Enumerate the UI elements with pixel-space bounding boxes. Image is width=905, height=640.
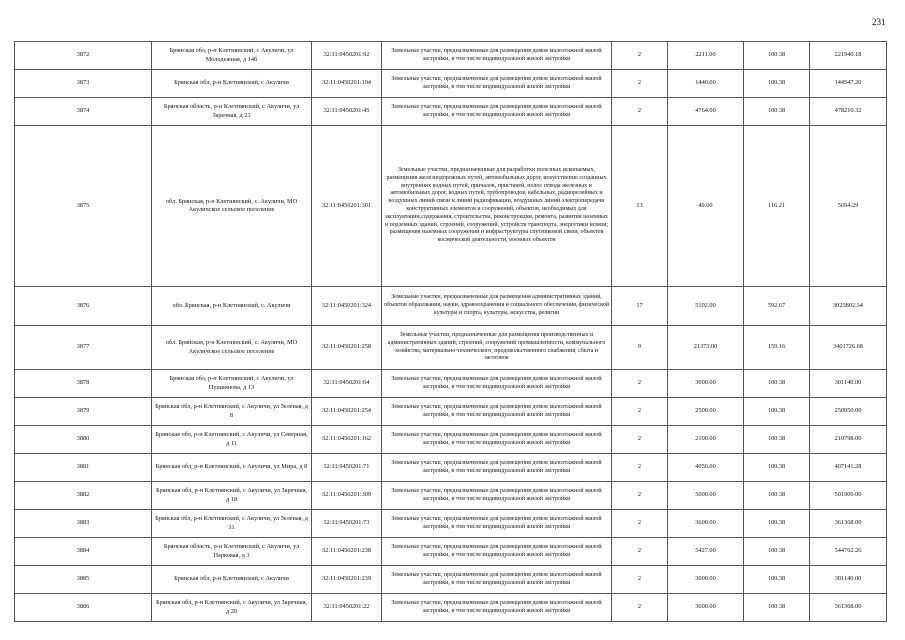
cadastral-number-cell: 32:11:0450201:22 bbox=[312, 594, 382, 622]
group-cell: 2 bbox=[612, 566, 668, 594]
group-cell: 2 bbox=[612, 426, 668, 454]
unit-value-cell: 100.38 bbox=[744, 42, 810, 70]
cadastral-value-cell: 221940.18 bbox=[810, 42, 887, 70]
cadastral-value-cell: 5694.29 bbox=[810, 126, 887, 287]
area-cell: 5102.00 bbox=[668, 287, 744, 326]
row-number: 3886 bbox=[15, 594, 152, 622]
cadastral-number-cell: 32:11:0450201:254 bbox=[312, 398, 382, 426]
unit-value-cell: 100.38 bbox=[744, 426, 810, 454]
table-row bbox=[15, 98, 887, 126]
unit-value-cell: 100.38 bbox=[744, 566, 810, 594]
table-row bbox=[15, 126, 887, 287]
cadastral-number-cell: 32:11:0450201:45 bbox=[312, 98, 382, 126]
land-use-cell: Земельные участки, предназначенные для размещения домов малоэтажной жилой застройки, в том числе индивидуальной жилой застройки bbox=[382, 510, 612, 538]
row-number: 3875 bbox=[15, 126, 152, 287]
table-row bbox=[15, 482, 887, 510]
row-number: 3880 bbox=[15, 426, 152, 454]
unit-value-cell: 100.38 bbox=[744, 370, 810, 398]
address-cell: Брянская обл, р-н Клетнянский, с Акуличи, ул Мира, д 8 bbox=[152, 454, 312, 482]
table-row bbox=[15, 594, 887, 622]
area-cell: 21373.00 bbox=[668, 326, 744, 370]
table-row bbox=[15, 510, 887, 538]
area-cell: 3000.00 bbox=[668, 566, 744, 594]
area-cell: 3000.00 bbox=[668, 370, 744, 398]
cadastral-value-cell: 3023802.34 bbox=[810, 287, 887, 326]
table-row bbox=[15, 70, 887, 98]
group-cell: 2 bbox=[612, 370, 668, 398]
cadastral-number-cell: 32:11:0450201:324 bbox=[312, 287, 382, 326]
area-cell: 5000.00 bbox=[668, 482, 744, 510]
address-cell: Брянская обл, р-н Клетнянский, с Акуличи bbox=[152, 70, 312, 98]
cadastral-value-cell: 3401726.68 bbox=[810, 326, 887, 370]
address-cell: Брянская обл, р-н Клетнянский, с Акуличи, ул Молодежная, д 14б bbox=[152, 42, 312, 70]
table-row bbox=[15, 566, 887, 594]
unit-value-cell: 100.38 bbox=[744, 594, 810, 622]
area-cell: 2211.00 bbox=[668, 42, 744, 70]
group-cell: 9 bbox=[612, 326, 668, 370]
cadastral-number-cell: 32:11:0450201:309 bbox=[312, 482, 382, 510]
cadastral-number-cell: 32:11:0450201:71 bbox=[312, 454, 382, 482]
table-row bbox=[15, 454, 887, 482]
table-row bbox=[15, 326, 887, 370]
cadastral-value-cell: 210798.00 bbox=[810, 426, 887, 454]
land-use-cell: Земельные участки, предназначенные для разработки полезных ископаемых, размещения железнодорожных путей, автомобильных дорог, искусственно созданных внутренних водных путей, причалов, пристаней, полос отвода железных и автомобильных дорог, водных путей, трубопроводов, кабельных, радиорелейных и воздушных линий связи и линий радиофикации, воздушных линий электропередачи конструктивных элементов и сооружений, объектов, необходимых для эксплуатации,содержания, строительства, реконструкции, ремонта, развития наземных и подземных зданий, строений, сооружений, устройств транспорта, энергетики исвязи; размещения наземных сооружений и инфраструктуры спутниковой связи, объектов космической деятельности, военных объектов bbox=[382, 126, 612, 287]
unit-value-cell: 592.67 bbox=[744, 287, 810, 326]
address-cell: обл. Брянская, р-н Клетнянский, с. Акуличи bbox=[152, 287, 312, 326]
area-cell: 3600.00 bbox=[668, 510, 744, 538]
cadastral-number-cell: 32:11:0450201:64 bbox=[312, 370, 382, 398]
table-row bbox=[15, 42, 887, 70]
cadastral-value-cell: 250950.00 bbox=[810, 398, 887, 426]
cadastral-number-cell: 32:11:0450201:73 bbox=[312, 510, 382, 538]
land-use-cell: Земельные участки, предназначенные для размещения домов малоэтажной жилой застройки, в том числе индивидуальной жилой застройки bbox=[382, 398, 612, 426]
address-cell: Брянская область, р-н Клетнянский, с Акуличи, ул Заречная, д 23 bbox=[152, 98, 312, 126]
cadastral-number-cell: 32:11:0450201:239 bbox=[312, 566, 382, 594]
row-number: 3885 bbox=[15, 566, 152, 594]
row-number: 3877 bbox=[15, 326, 152, 370]
table-row bbox=[15, 398, 887, 426]
land-use-cell: Земельные участки, предназначенные для размещения домов малоэтажной жилой застройки, в том числе индивидуальной жилой застройки bbox=[382, 566, 612, 594]
cadastral-value-table bbox=[14, 41, 886, 622]
cadastral-value-cell: 544762.26 bbox=[810, 538, 887, 566]
unit-value-cell: 100.38 bbox=[744, 70, 810, 98]
address-cell: обл. Брянская, р-н Клетнянский, с. Акуличи, МО Акуличское сельское поселение bbox=[152, 326, 312, 370]
address-cell: Брянская обл, р-н Клетнянский, с Акуличи, ул Заречная, д 18 bbox=[152, 482, 312, 510]
land-use-cell: Земельные участки, предназначенные для размещения домов малоэтажной жилой застройки, в том числе индивидуальной жилой застройки bbox=[382, 454, 612, 482]
area-cell: 2500.00 bbox=[668, 398, 744, 426]
area-cell: 5427.00 bbox=[668, 538, 744, 566]
unit-value-cell: 100.38 bbox=[744, 98, 810, 126]
group-cell: 2 bbox=[612, 454, 668, 482]
cadastral-number-cell: 32:11:0450201:162 bbox=[312, 426, 382, 454]
cadastral-value-cell: 407141.28 bbox=[810, 454, 887, 482]
cadastral-number-cell: 32:11:0450201:301 bbox=[312, 126, 382, 287]
address-cell: Брянская обл, р-н Клетнянский, с Акуличи, ул Зеленая, д 8 bbox=[152, 398, 312, 426]
address-cell: обл. Брянская, р-н Клетнянский, с. Акуличи, МО Акуличское сельское поселение bbox=[152, 126, 312, 287]
page-number: 231 bbox=[872, 17, 886, 27]
cadastral-number-cell: 32:11:0450201:258 bbox=[312, 326, 382, 370]
unit-value-cell: 100.38 bbox=[744, 482, 810, 510]
unit-value-cell: 100.38 bbox=[744, 398, 810, 426]
land-use-cell: Земельные участки, предназначенные для размещения домов малоэтажной жилой застройки, в том числе индивидуальной жилой застройки bbox=[382, 482, 612, 510]
area-cell: 49.00 bbox=[668, 126, 744, 287]
address-cell: Брянская обл, р-н Клетнянский, с Акуличи, ул Пушкинова, д 13 bbox=[152, 370, 312, 398]
group-cell: 2 bbox=[612, 70, 668, 98]
unit-value-cell: 116.21 bbox=[744, 126, 810, 287]
row-number: 3874 bbox=[15, 98, 152, 126]
unit-value-cell: 100.38 bbox=[744, 510, 810, 538]
unit-value-cell: 100.38 bbox=[744, 454, 810, 482]
land-use-cell: Земельные участки, предназначенные для размещения домов малоэтажной жилой застройки, в том числе индивидуальной жилой застройки bbox=[382, 370, 612, 398]
cadastral-value-cell: 361368.00 bbox=[810, 510, 887, 538]
row-number: 3883 bbox=[15, 510, 152, 538]
group-cell: 2 bbox=[612, 98, 668, 126]
row-number: 3873 bbox=[15, 70, 152, 98]
table-row bbox=[15, 287, 887, 326]
area-cell: 3600.00 bbox=[668, 594, 744, 622]
area-cell: 1440.00 bbox=[668, 70, 744, 98]
area-cell: 2100.00 bbox=[668, 426, 744, 454]
group-cell: 2 bbox=[612, 42, 668, 70]
land-use-cell: Земельные участки, предназначенные для размещения домов малоэтажной жилой застройки, в том числе индивидуальной жилой застройки bbox=[382, 426, 612, 454]
land-use-cell: Земельные участки, предназначенные для размещения домов малоэтажной жилой застройки, в том числе индивидуальной жилой застройки bbox=[382, 594, 612, 622]
table-row bbox=[15, 538, 887, 566]
row-number: 3876 bbox=[15, 287, 152, 326]
land-use-cell: Земельные участки, предназначенные для размещения домов малоэтажной жилой застройки, в том числе индивидуальной жилой застройки bbox=[382, 70, 612, 98]
group-cell: 2 bbox=[612, 594, 668, 622]
group-cell: 13 bbox=[612, 126, 668, 287]
row-number: 3872 bbox=[15, 42, 152, 70]
address-cell: Брянская область, р-н Клетнянский, с Акуличи, ул Парковая, д 3 bbox=[152, 538, 312, 566]
unit-value-cell: 100.38 bbox=[744, 538, 810, 566]
land-use-cell: Земельные участки, предназначенные для размещения домов малоэтажной жилой застройки, в том числе индивидуальной жилой застройки bbox=[382, 538, 612, 566]
group-cell: 2 bbox=[612, 398, 668, 426]
address-cell: Брянская обл, р-н Клетнянский, с Акуличи bbox=[152, 566, 312, 594]
unit-value-cell: 159.16 bbox=[744, 326, 810, 370]
land-use-cell: Земельные участки, предназначенные для размещения производственных и административных зданий, строений, сооружений промышленности, коммунального хозяйства, материально-технического, продовольственного снабжения, сбыта и заготовок bbox=[382, 326, 612, 370]
group-cell: 2 bbox=[612, 482, 668, 510]
address-cell: Брянская обл, р-н Клетнянский, с Акуличи, ул Заречная, д 20 bbox=[152, 594, 312, 622]
row-number: 3878 bbox=[15, 370, 152, 398]
cadastral-value-cell: 144547.20 bbox=[810, 70, 887, 98]
cadastral-number-cell: 32:11:0450201:238 bbox=[312, 538, 382, 566]
cadastral-number-cell: 32:11:0450201:194 bbox=[312, 70, 382, 98]
row-number: 3884 bbox=[15, 538, 152, 566]
group-cell: 2 bbox=[612, 510, 668, 538]
cadastral-value-cell: 501900.00 bbox=[810, 482, 887, 510]
table-row bbox=[15, 426, 887, 454]
group-cell: 2 bbox=[612, 538, 668, 566]
cadastral-value-cell: 361368.00 bbox=[810, 594, 887, 622]
cadastral-value-cell: 301140.00 bbox=[810, 566, 887, 594]
row-number: 3881 bbox=[15, 454, 152, 482]
row-number: 3879 bbox=[15, 398, 152, 426]
area-cell: 4764.00 bbox=[668, 98, 744, 126]
land-use-cell: Земельные участки, предназначенные для размещения домов малоэтажной жилой застройки, в том числе индивидуальной жилой застройки bbox=[382, 98, 612, 126]
area-cell: 4056.00 bbox=[668, 454, 744, 482]
land-use-cell: Земельные участки, предназначенные для размещения административных зданий, объектов образования, науки, здравоохранения и социального обеспечения, физической культуры и спорта, культуры, искусства, религии bbox=[382, 287, 612, 326]
row-number: 3882 bbox=[15, 482, 152, 510]
address-cell: Брянская обл, р-н Клетнянский, с Акуличи, ул Зеленая, д 31 bbox=[152, 510, 312, 538]
land-use-cell: Земельные участки, предназначенные для размещения домов малоэтажной жилой застройки, в том числе индивидуальной жилой застройки bbox=[382, 42, 612, 70]
group-cell: 17 bbox=[612, 287, 668, 326]
address-cell: Брянская обл, р-н Клетнянский, с Акуличи, ул Северная, д 11 bbox=[152, 426, 312, 454]
table-row bbox=[15, 370, 887, 398]
cadastral-value-cell: 301140.00 bbox=[810, 370, 887, 398]
cadastral-value-cell: 478210.32 bbox=[810, 98, 887, 126]
cadastral-number-cell: 32:11:0450201:92 bbox=[312, 42, 382, 70]
